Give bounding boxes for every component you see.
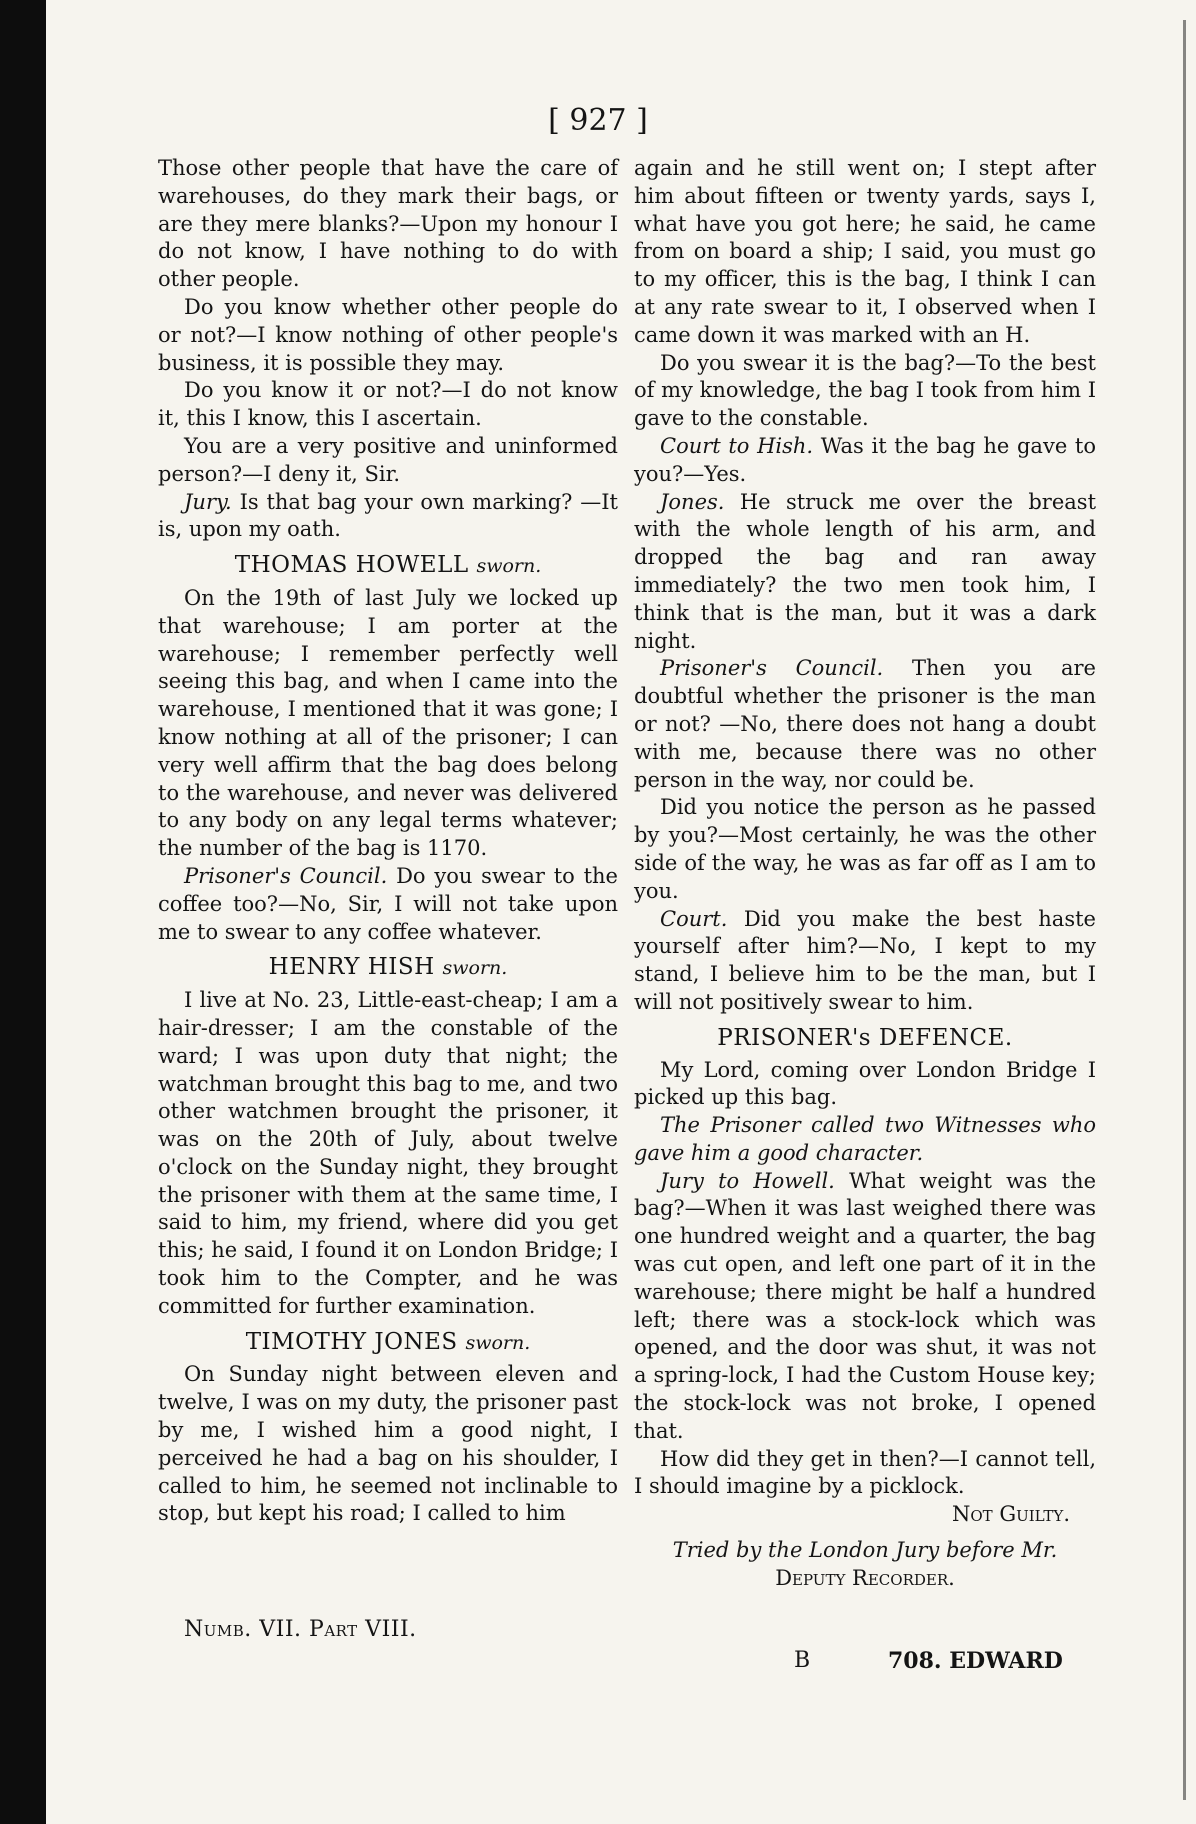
witness-name: PRISONER's DEFENCE. [717, 1024, 1013, 1051]
paragraph-text: Not Guilty. [951, 1502, 1070, 1527]
paragraph-text: Deputy Recorder. [775, 1565, 955, 1590]
paragraph-text: Did you notice the person as he passed by you?—Most certainly, he was the other side of the way, he was as far off as I am to you. [634, 795, 1096, 903]
sworn-label: sworn. [465, 1331, 531, 1354]
testimony-paragraph [634, 155, 1096, 350]
paragraph-text: What weight was the bag?—When it was last weighed there was one hundred weight and a quarter, the bag was cut open, and left one part of it in the warehouse; there might be half a hundred left; there was a stock-lock which was opened, and the door was shut, it was not a spring-lock, I had the Custom House key; the stock-lock was not broke, I opened that. [634, 1168, 1096, 1443]
testimony-paragraph [634, 906, 1096, 1017]
paragraph-text: Do you swear it is the bag?—To the best of my knowledge, the bag I took from him I gave to the constable. [634, 350, 1096, 431]
page-scan-rule [1183, 20, 1186, 1800]
speaker-label: Court. [660, 906, 728, 931]
testimony-paragraph [634, 655, 1096, 794]
witness-name: HENRY HISH [268, 954, 435, 981]
speaker-label: Prisoner's Council. [184, 863, 388, 888]
paragraph-text: My Lord, coming over London Bridge I picked up this bag. [634, 1057, 1096, 1110]
paragraph-text: Then you are doubtful whether the prisoner is the man or not? —No, there does not hang a doubt with me, because there was no other person in the way, nor could be. [634, 656, 1096, 792]
part-marker: Numb. VII. Part VIII. [184, 1617, 417, 1642]
paragraph-text: Is that bag your own marking? —It is, upon my oath. [158, 489, 618, 542]
paragraph-text: Do you know whether other people do or not?—I know nothing of other people's business, it is possible they may. [158, 294, 618, 375]
paragraph-text: again and he still went on; I stept after him about fifteen or twenty yards, says I, what have you got here; he said, he came from on board a ship; I said, you must go to my officer, this is the bag, I think I can at any rate swear to it, I observed when I came down it was marked with an H. [634, 156, 1096, 347]
testimony-paragraph [158, 155, 618, 294]
speaker-label: Jury. [184, 489, 232, 514]
testimony-paragraph [158, 294, 618, 377]
speaker-label: Prisoner's Council. [660, 656, 884, 681]
paragraph-text: Do you swear to the coffee too?—No, Sir, I will not take upon me to swear to any coffee whatever. [158, 863, 618, 944]
testimony-paragraph [634, 350, 1096, 433]
recorder-line [634, 1565, 1096, 1593]
paragraph-text: He struck me over the breast with the whole length of his arm, and dropped the bag and ran away immediately? the two men took him, I think that is the man, but it was a dark night. [634, 489, 1097, 653]
witness-name: THOMAS HOWELL [234, 552, 469, 579]
verdict [634, 1501, 1096, 1529]
testimony-paragraph [634, 794, 1096, 905]
right-column [634, 155, 1096, 1593]
testimony-paragraph [634, 1168, 1096, 1446]
sworn-label: sworn. [442, 957, 508, 980]
page-scan-edge [0, 0, 46, 1824]
paragraph-text: Tried by the London Jury before Mr. [672, 1538, 1058, 1563]
testimony-paragraph [158, 585, 618, 863]
paragraph-text: I live at No. 23, Little-east-cheap; I am a hair-dresser; I am the constable of the ward; I was upon duty that night; the watchman brought this bag to me, and two other watchmen brought the prisoner, it was on the 20th of July, about twelve o'clock on the Sunday night, they brought the prisoner with them at the same time, I said to him, my friend, where did you get this; he said, I found it on London Bridge; I took him to the Compter, and he was committed for further examination. [158, 988, 618, 1318]
witness-name: TIMOTHY JONES [245, 1328, 458, 1355]
testimony-paragraph [158, 489, 618, 545]
paragraph-text: Did you make the best haste yourself after him?—No, I kept to my stand, I believe him to be the man, but I will not positively swear to him. [634, 906, 1096, 1014]
speaker-label: Jury to Howell. [660, 1168, 835, 1193]
catchword: 708. EDWARD [888, 1648, 1063, 1674]
testimony-paragraph [158, 433, 618, 489]
page-number: [ 927 ] [548, 103, 648, 138]
paragraph-text: Those other people that have the care of warehouses, do they mark their bags, or are they mere blanks?—Upon my honour I do not know, I have nothing to do with other people. [158, 156, 618, 292]
testimony-paragraph [634, 433, 1096, 489]
testimony-paragraph [158, 987, 618, 1321]
speaker-label: Court to Hish. [660, 433, 814, 458]
paragraph-text: On Sunday night between eleven and twelve, I was on my duty, the prisoner past by me, I wished him a good night, I perceived he had a bag on his shoulder, I called to him, he seemed not inclinable to stop, but kept his road; I called to him [158, 1362, 618, 1526]
testimony-paragraph [158, 863, 618, 946]
paragraph-text: You are a very positive and uninformed person?—I deny it, Sir. [158, 433, 618, 486]
testimony-paragraph [158, 377, 618, 433]
testimony-paragraph [634, 1446, 1096, 1502]
testimony-paragraph [634, 1112, 1096, 1168]
testimony-paragraph [158, 1361, 618, 1528]
tried-by-line [634, 1537, 1096, 1565]
left-column [158, 155, 618, 1528]
testimony-paragraph [634, 1057, 1096, 1113]
witness-heading [158, 552, 618, 581]
paragraph-text: Was it the bag he gave to you?—Yes. [634, 433, 1096, 486]
paragraph-text: The Prisoner called two Witnesses who gave him a good character. [634, 1113, 1096, 1165]
witness-heading [634, 1025, 1096, 1053]
signature-mark: B [794, 1648, 811, 1673]
paragraph-text: Do you know it or not?—I do not know it, this I know, this I ascertain. [158, 378, 618, 431]
paragraph-text: On the 19th of last July we locked up that warehouse; I am porter at the warehouse; I remember perfectly well seeing this bag, and when I came into the warehouse, I mentioned that it was gone; I know nothing at all of the prisoner; I can very well affirm that the bag does belong to the warehouse, and never was delivered to any body on any legal terms whatever; the number of the bag is 1170. [158, 585, 618, 861]
speaker-label: Jones. [660, 489, 725, 514]
sworn-label: sworn. [476, 555, 542, 578]
witness-heading [158, 1329, 618, 1358]
paragraph-text: How did they get in then?—I cannot tell, I should imagine by a picklock. [634, 1446, 1096, 1499]
testimony-paragraph [634, 489, 1096, 656]
witness-heading [158, 954, 618, 983]
